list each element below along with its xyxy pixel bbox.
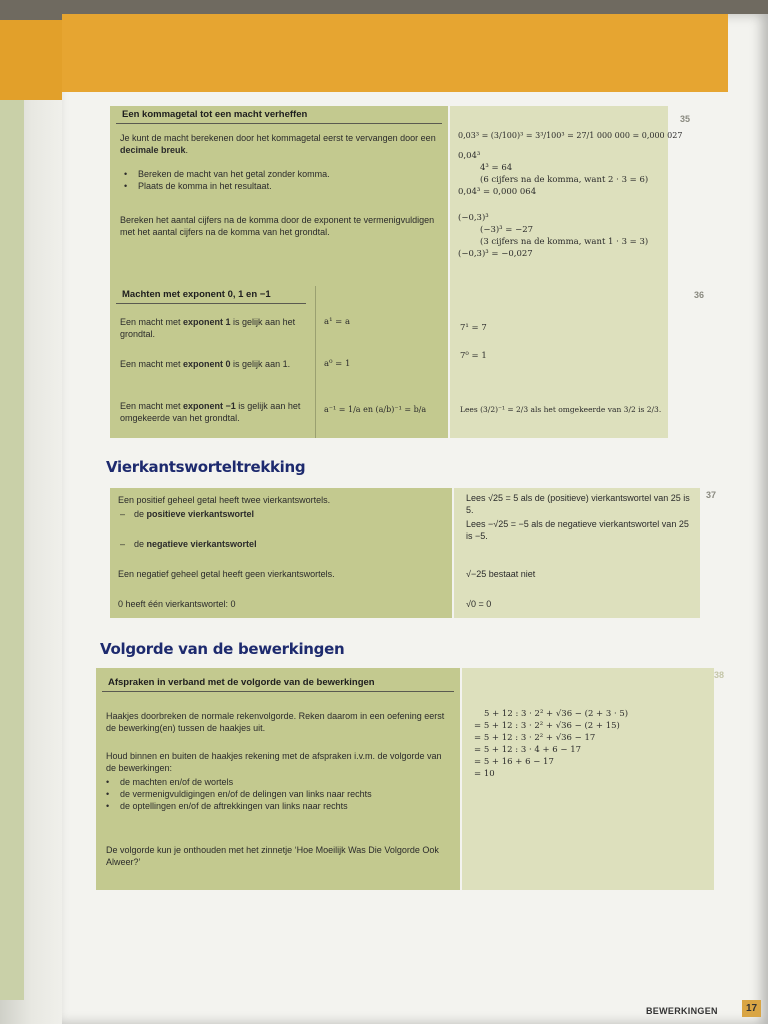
- s37-example-2: Lees −√25 = −5 als de negatieve vierkantswortel van 25 is −5.: [466, 519, 689, 541]
- s36-row-3-text: [120, 400, 306, 424]
- s36-right-box: [450, 286, 668, 438]
- s38-paragraph-3: De volgorde kun je onthouden met het zinnetje ‘Hoe Moeilijk Was Die Volgorde Ook Alweer?’: [106, 845, 439, 867]
- s35-example-2-d: 0,04³ = 0,000 064: [458, 187, 537, 197]
- s36-row-3-bold: exponent −1: [183, 401, 236, 411]
- s37-dash-positive: [116, 508, 436, 520]
- s37-dash-negative-bold: negatieve vierkantswortel: [146, 539, 257, 549]
- s36-row-3-formula: a⁻¹ = 1/a en (a/b)⁻¹ = b/a: [324, 405, 427, 414]
- s35-bullet: • Plaats de komma in het resultaat.: [120, 180, 440, 192]
- s37-dash-positive-bold: positieve vierkantswortel: [146, 509, 255, 519]
- s36-row-2-bold: exponent 0: [183, 359, 231, 369]
- s38-bullet: • de vermenigvuldigingen en/of de delingen van links naar rechts: [102, 788, 452, 800]
- s35-rule: Bereken het aantal cijfers na de komma door de exponent te vermenigvuldigen met het aantal cijfers na de komma van het grondtal.: [120, 215, 435, 237]
- s38-left-box: [96, 668, 460, 890]
- s37-right-box: [454, 488, 700, 618]
- s35-example-1: 0,03³ = (3/100)³ = 3³/100³ = 27/1 000 000 = 0,000 027: [458, 131, 683, 140]
- footer-page-number: 17: [742, 1000, 761, 1017]
- s38-step: = 10: [474, 769, 495, 779]
- s37-example-3: √−25 bestaat niet: [466, 569, 536, 579]
- vierkantswortel-heading: Vierkantsworteltrekking: [106, 458, 306, 476]
- s38-bullet: • de machten en/of de wortels: [102, 776, 452, 788]
- s36-title: Machten met exponent 0, 1 en −1: [116, 286, 306, 304]
- page-top-band: [62, 14, 728, 92]
- s38-number: 38: [714, 670, 725, 680]
- s37-example-4: √0 = 0: [466, 599, 492, 609]
- s35-bullets: [110, 156, 448, 192]
- s38-step: 5 + 12 : 3 · 2² + √36 − (2 + 3 · 5): [484, 709, 629, 719]
- s35-number: 35: [680, 114, 691, 124]
- s35-example-2-c: (6 cijfers na de komma, want 2 · 3 = 6): [480, 175, 649, 185]
- s38-paragraph-1: Haakjes doorbreken de normale rekenvolgorde. Reken daarom in een oefening eerst de bewerking(en) tussen de haakjes uit.: [106, 711, 445, 733]
- s37-left-box: [110, 488, 452, 618]
- s37-number: 37: [706, 490, 717, 500]
- s36-example-1: 7¹ = 7: [460, 323, 487, 333]
- s36-example-3: Lees (3/2)⁻¹ = 2/3 als het omgekeerde van 3/2 is 2/3.: [460, 405, 662, 414]
- s36-row-1-formula: a¹ = a: [324, 317, 351, 327]
- s36-row-1-post: is gelijk aan het grondtal.: [120, 317, 296, 339]
- s35-title: Een kommagetal tot een macht verheffen: [116, 106, 442, 124]
- s35-example-2-a: 0,04³: [458, 151, 481, 161]
- footer-chapter-label: BEWERKINGEN: [646, 1006, 718, 1016]
- s36-row-1-bold: exponent 1: [183, 317, 231, 327]
- s35-example-3-b: (−3)³ = −27: [480, 225, 534, 235]
- s36-left-box: [110, 286, 448, 438]
- s35-intro-text: Je kunt de macht berekenen door het kommagetal eerst te vervangen door een: [120, 133, 436, 143]
- s38-bullets: [102, 776, 452, 812]
- s36-row-2-formula: a⁰ = 1: [324, 359, 351, 369]
- s37-line-3: 0 heeft één vierkantswortel: 0: [118, 599, 236, 609]
- s37-line-2: Een negatief geheel getal heeft geen vierkantswortels.: [118, 569, 335, 579]
- s36-row-3-post: is gelijk aan het omgekeerde van het grondtal.: [120, 401, 301, 423]
- s37-dash-negative: [116, 538, 436, 550]
- s35-right-box: [450, 106, 683, 286]
- s35-example-3-c: (3 cijfers na de komma, want 1 · 3 = 3): [480, 237, 649, 247]
- s37-example-1: Lees √25 = 5 als de (positieve) vierkantswortel van 25 is 5.: [466, 493, 690, 515]
- book-page: [62, 14, 768, 1024]
- left-page-green-strip: [0, 100, 24, 1000]
- s35-bullet: • Bereken de macht van het getal zonder komma.: [120, 168, 440, 180]
- s38-step: = 5 + 16 + 6 − 17: [474, 757, 554, 767]
- s35-example-2-b: 4³ = 64: [480, 163, 513, 173]
- s38-step: = 5 + 12 : 3 · 2² + √36 − (2 + 15): [474, 721, 620, 731]
- s38-box-title: Afspraken in verband met de volgorde van de bewerkingen: [102, 674, 454, 692]
- s36-row-2-pre: Een macht met: [120, 359, 184, 369]
- s38-step: = 5 + 12 : 3 · 2² + √36 − 17: [474, 733, 596, 743]
- s35-example-3-d: (−0,3)³ = −0,027: [458, 249, 533, 259]
- s36-row-3-pre: Een macht met: [120, 401, 184, 411]
- s38-step: = 5 + 12 : 3 · 4 + 6 − 17: [474, 745, 582, 755]
- s36-example-2: 7⁰ = 1: [460, 351, 487, 361]
- s36-column-divider: [315, 286, 316, 438]
- s36-number: 36: [694, 290, 705, 300]
- s36-row-2-text: [120, 358, 306, 370]
- s37-line-1: Een positief geheel getal heeft twee vierkantswortels.: [118, 495, 331, 505]
- s38-right-box: [462, 668, 714, 890]
- left-page-orange-band: [0, 20, 70, 100]
- s35-intro: [110, 124, 448, 156]
- s35-left-box: [110, 106, 448, 286]
- s36-row-1-text: [120, 316, 306, 340]
- s37-dash-list: [116, 508, 436, 550]
- s36-row-2-post: is gelijk aan 1.: [230, 359, 291, 369]
- s37-dash-prefix: de: [134, 509, 147, 519]
- s35-example-3-a: (−0,3)³: [458, 213, 489, 223]
- s35-intro-end: .: [185, 145, 189, 155]
- s35-intro-bold: decimale breuk: [120, 145, 186, 155]
- s38-paragraph-2: Houd binnen en buiten de haakjes rekening met de afspraken i.v.m. de volgorde van de bewerkingen:: [106, 751, 442, 773]
- volgorde-heading: Volgorde van de bewerkingen: [100, 640, 345, 658]
- s36-row-1-pre: Een macht met: [120, 317, 184, 327]
- s38-steps: [474, 708, 628, 780]
- s38-bullet: • de optellingen en/of de aftrekkingen van links naar rechts: [102, 800, 452, 812]
- s37-dash-prefix: de: [134, 539, 147, 549]
